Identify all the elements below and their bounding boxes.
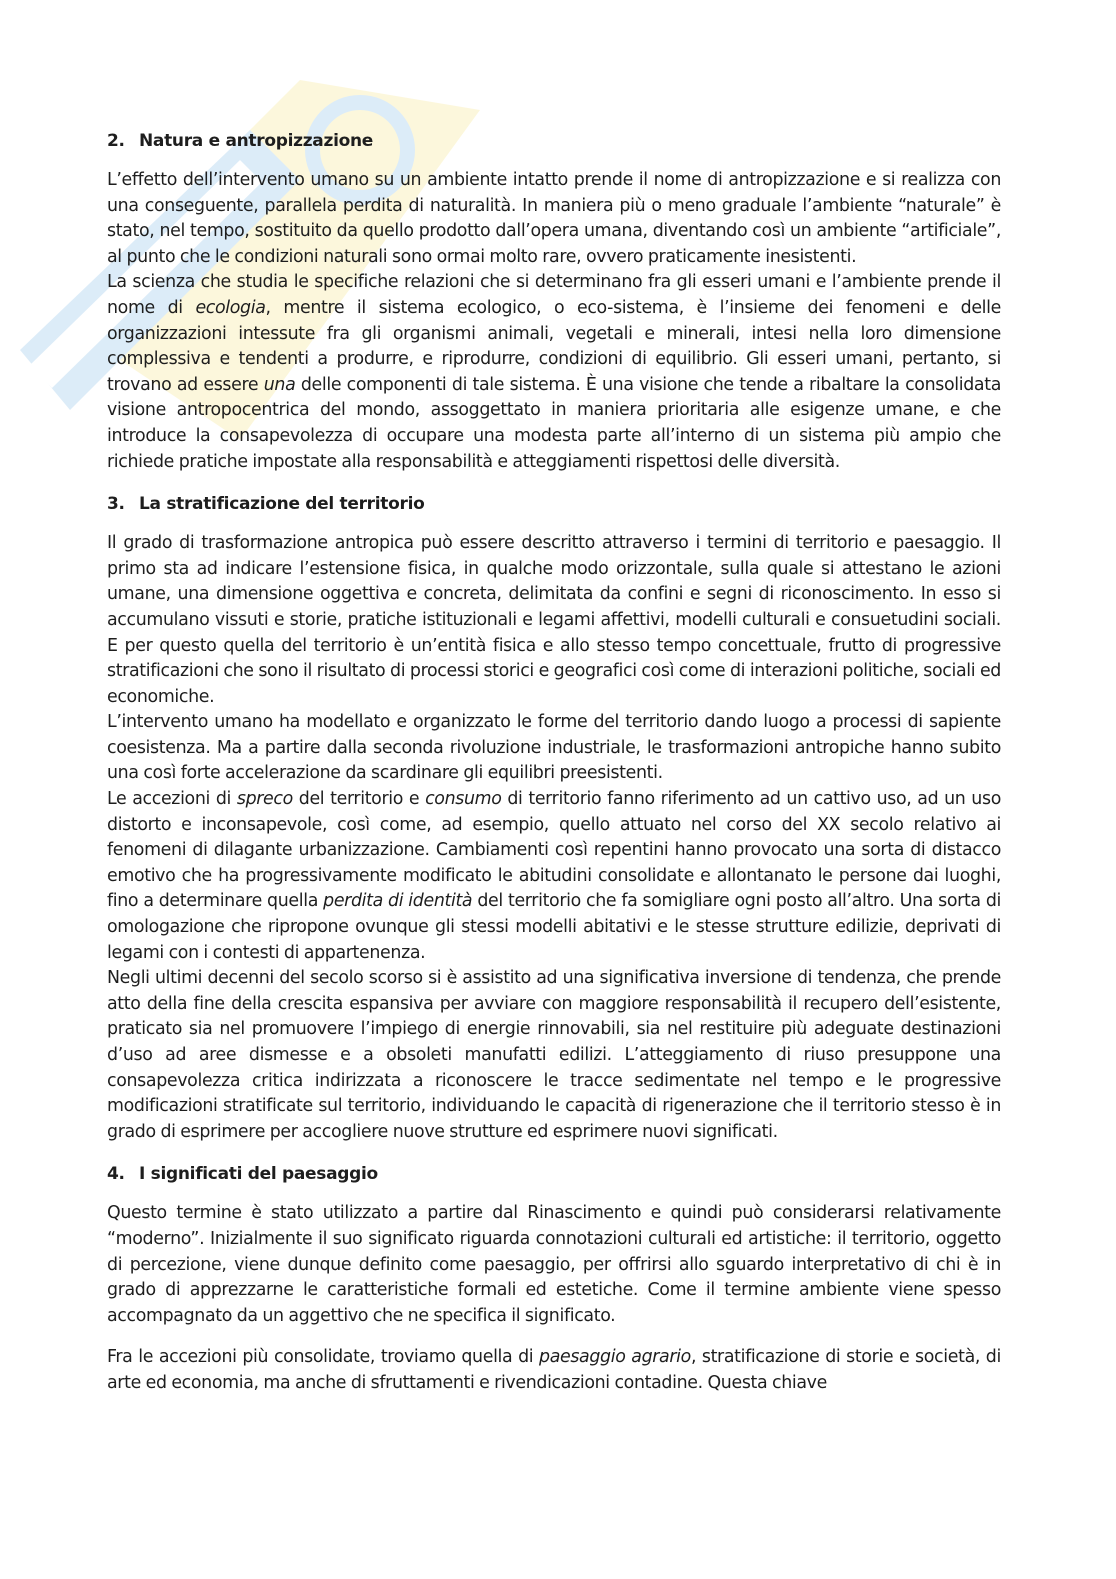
paragraph: L’effetto dell’intervento umano su un ambiente intatto prende il nome di antropizzazione e si realizza con una conseguente, parallela perdita di naturalità. In maniera più o meno graduale l’ambiente “naturale” è stato, nel tempo, sostituito da quello prodotto dall’opera umana, diventando così un ambiente “artificiale”, al punto che le condizioni naturali sono ormai molto rare, ovvero praticamente inesistenti.	[107, 170, 1001, 267]
emphasis: perdita di identità	[323, 891, 473, 912]
emphasis: consumo	[425, 789, 502, 810]
paragraph: Il grado di trasformazione antropica può essere descritto attraverso i termini di territorio e paesaggio. Il primo sta ad indicare l’estensione fisica, in qualche modo orizzontale, sulla quale si attestano le azioni umane, una dimensione oggettiva e concreta, delimitata da confini e segni di riconoscimento. In esso si accumulano vissuti e storie, pratiche istituzionali e legami affettivi, modelli culturali e consuetudini sociali. E per questo quella del territorio è un’entità fisica e allo stesso tempo concettuale, frutto di progressive stratificazioni che sono il risultato di processi storici e geografici così come di interazioni politiche, sociali ed economiche.	[107, 533, 1001, 707]
section-title: Natura e antropizzazione	[139, 131, 374, 151]
paragraph: Fra le accezioni più consolidate, troviamo quella di paesaggio agrario, stratificazione di storie e società, di arte ed economia, ma anche di sfruttamenti e rivendicazioni contadine. Questa chiave	[107, 1347, 1001, 1393]
section-number: 3.	[107, 494, 125, 515]
emphasis: spreco	[236, 789, 293, 810]
paragraph: Negli ultimi decenni del secolo scorso si è assistito ad una significativa inversione di tendenza, che prende atto della fine della crescita espansiva per avviare con maggiore responsabilità il recupero dell’esistente, praticato sia nel promuovere l’impiego di energie rinnovabili, sia nel restituire più adeguate destinazioni d’uso ad aree dismesse e a obsoleti manufatti edilizi. L’atteggiamento di riuso presuppone una consapevolezza critica indirizzata a riconoscere le tracce sedimentate nel tempo e le progressive modificazioni stratificate sul territorio, individuando le capacità di rigenerazione che il territorio stesso è in grado di esprimere per accogliere nuove strutture ed esprimere nuovi significati.	[107, 968, 1001, 1142]
paragraph: La scienza che studia le specifiche relazioni che si determinano fra gli esseri umani e l’ambiente prende il nome di ecologia, mentre il sistema ecologico, o eco-sistema, è l’insieme dei fenomeni e delle organizzazioni intessute fra gli organismi animali, vegetali e minerali, intesi nella loro dimensione complessiva e tendenti a produrre, e riprodurre, condizioni di equilibrio. Gli esseri umani, pertanto, si trovano ad essere una delle componenti di tale sistema. È una visione che tende a ribaltare la consolidata visione antropocentrica del mondo, assoggettato in maniera prioritaria alle esigenze umane, e che introduce la consapevolezza di occupare una modesta parte all’interno di un sistema più ampio che richiede pratiche impostate alla responsabilità e atteggiamenti rispettosi delle diversità.	[107, 272, 1001, 472]
emphasis: una	[263, 374, 296, 395]
section-4	[107, 1161, 1001, 1396]
emphasis: ecologia	[195, 297, 266, 318]
paragraph: Questo termine è stato utilizzato a partire dal Rinascimento e quindi può considerarsi relativamente “moderno”. Inizialmente il suo significato riguarda connotazioni culturali ed artistiche: il territorio, oggetto di percezione, viene dunque definito come paesaggio, per offrirsi allo sguardo interpretativo di chi è in grado di apprezzarne le caratteristiche formali ed estetiche. Come il termine ambiente viene spesso accompagnato da un aggettivo che ne specifica il significato.	[107, 1203, 1001, 1326]
document-page	[107, 128, 1001, 1413]
section-3	[107, 491, 1001, 1145]
section-title: I significati del paesaggio	[139, 1164, 378, 1185]
paragraph: Le accezioni di spreco del territorio e consumo di territorio fanno riferimento ad un cattivo uso, ad un uso distorto e inconsapevole, così come, ad esempio, quello attuato nel corso del XX secolo relativo ai fenomeni di dilagante urbanizzazione. Cambiamenti così repentini hanno provocato una sorta di distacco emotivo che ha progressivamente modificato le abitudini consolidate e allontanato le persone dai luoghi, fino a determinare quella perdita di identità del territorio che fa somigliare ogni posto all’altro. Una sorta di omologazione che ripropone ovunque gli stessi modelli abitativi e le stesse strutture edilizie, deprivati di legami con i contesti di appartenenza.	[107, 789, 1001, 963]
section-title: La stratificazione del territorio	[139, 494, 425, 515]
section-heading	[107, 491, 1001, 517]
section-number: 2.	[107, 131, 125, 151]
paragraph: L’intervento umano ha modellato e organizzato le forme del territorio dando luogo a processi di sapiente coesistenza. Ma a partire dalla seconda rivoluzione industriale, le trasformazioni antropiche hanno subito una così forte accelerazione da scardinare gli equilibri preesistenti.	[107, 712, 1001, 784]
section-heading	[107, 1161, 1001, 1187]
section-number: 4.	[107, 1164, 125, 1185]
section-heading	[107, 128, 1001, 154]
emphasis: paesaggio agrario	[539, 1347, 691, 1368]
section-2	[107, 128, 1001, 475]
